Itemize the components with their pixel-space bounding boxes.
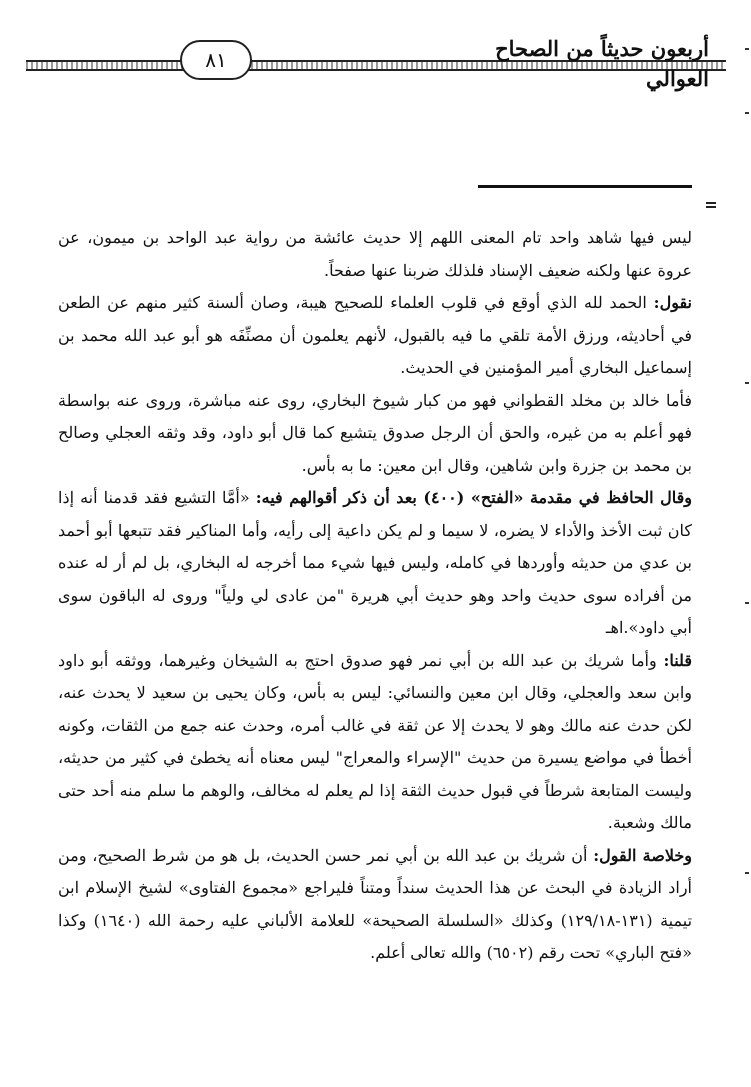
paragraph <box>58 840 692 970</box>
paragraph <box>58 645 692 840</box>
edge-mark <box>745 602 749 604</box>
paragraph <box>58 385 692 483</box>
edge-mark <box>745 382 749 384</box>
paragraph-text: أن شريك بن عبد الله بن أبي نمر حسن الحديث، بل هو من شرط الصحيح، ومن أراد الزيادة في البحث عن هذا الحديث سنداً ومتناً فليراجع «مجموع الفتاوى» لشيخ الإسلام ابن تيمية (١٣١-١٢٩/١٨) وكذلك «السلسلة الصحيحة» للعلامة الألباني عليه رحمة الله (١٦٤٠) وكذا «فتح الباري» تحت رقم (٦٥٠٢) والله تعالى أعلم. <box>58 845 693 962</box>
paragraph-lead: وخلاصة القول: <box>593 845 692 865</box>
running-title: أربعون حديثاً من الصحاح العوالي <box>495 36 709 91</box>
paragraph <box>58 287 692 385</box>
edge-mark <box>745 48 749 50</box>
margin-mark <box>706 202 716 208</box>
page-number: ٨١ <box>180 40 252 80</box>
separator-rule <box>478 185 692 188</box>
paragraph-lead: وقال الحافظ في مقدمة «الفتح» (٤٠٠) بعد أن ذكر أقوالهم فيه: <box>255 488 693 507</box>
paragraph <box>58 482 692 645</box>
paragraph-lead: قلنا: <box>663 650 692 670</box>
paragraph <box>58 222 692 287</box>
edge-mark <box>745 872 749 874</box>
paragraph-lead: نقول: <box>653 293 692 312</box>
paragraph-text: «أمَّا التشيع فقد قدمنا أنه إذا كان ثبت الأخذ والأداء لا يضره، لا سيما و لم يكن داعية إلى رأيه، وأما المناكير فقد تتبعها أبو أحمد بن عدي من حديثه وأوردها في كامله، وليس فيها شيء مما أخرجه له البخاري، بل لم أر له عنده من أفراده سوى حديث واحد وهو حديث أبي هريرة "من عادى لي ولياً" وروى له الباقون سوى أبي داود».اهـ <box>58 488 692 637</box>
paragraph-text: فأما خالد بن مخلد القطواني فهو من كبار شيوخ البخاري، روى عنه مباشرة، وروى عنه بواسطة فهو أعلم به من غيره، والحق أن الرجل صدوق يتشيع كما قال أبو داود، وقد وثقه العجلي وصالح بن محمد بن جزرة وابن شاهين، وقال ابن معين: ما به بأس. <box>58 390 693 475</box>
paragraph-text: الحمد لله الذي أوقع في قلوب العلماء للصحيح هيبة، وصان ألسنة كثير منهم عن الطعن في أحاديثه، ورزق الأمة تلقي ما فيه بالقبول، لأنهم يعلمون أن مصنِّفَه هو أبو عبد الله محمد بن إسماعيل البخاري أمير المؤمنين في الحديث. <box>58 293 692 377</box>
paragraph-text: ليس فيها شاهد واحد تام المعنى اللهم إلا حديث عائشة من رواية عبد الواحد بن ميمون، عن عروة عنها ولكنه ضعيف الإسناد فلذلك ضربنا عنها صفحاً. <box>58 228 692 280</box>
edge-mark <box>745 112 749 114</box>
body-text <box>58 222 692 970</box>
paragraph-text: وأما شريك بن عبد الله بن أبي نمر فهو صدوق احتج به الشيخان وغيرهما، ووثقه أبو داود وابن سعد والعجلي، وقال ابن معين والنسائي: ليس به بأس، وكان يحيى بن سعيد لا يحدث عنه، لكن حدث عنه مالك وهو لا يحدث إلا عن ثقة في غالب أمره، وحدث عنه جمع من الثقات، وكونه أخطأ في مواضع يسيرة من حديث "الإسراء والمعراج" ليس معناه أنه يخطئ في كثير من حديثه، وليست المتابعة شرطاً في قبول حديث الثقة إذا لم يعلم له مخالف، والوهم ما سلم منه أحد حتى مالك وشعبة. <box>58 650 692 832</box>
